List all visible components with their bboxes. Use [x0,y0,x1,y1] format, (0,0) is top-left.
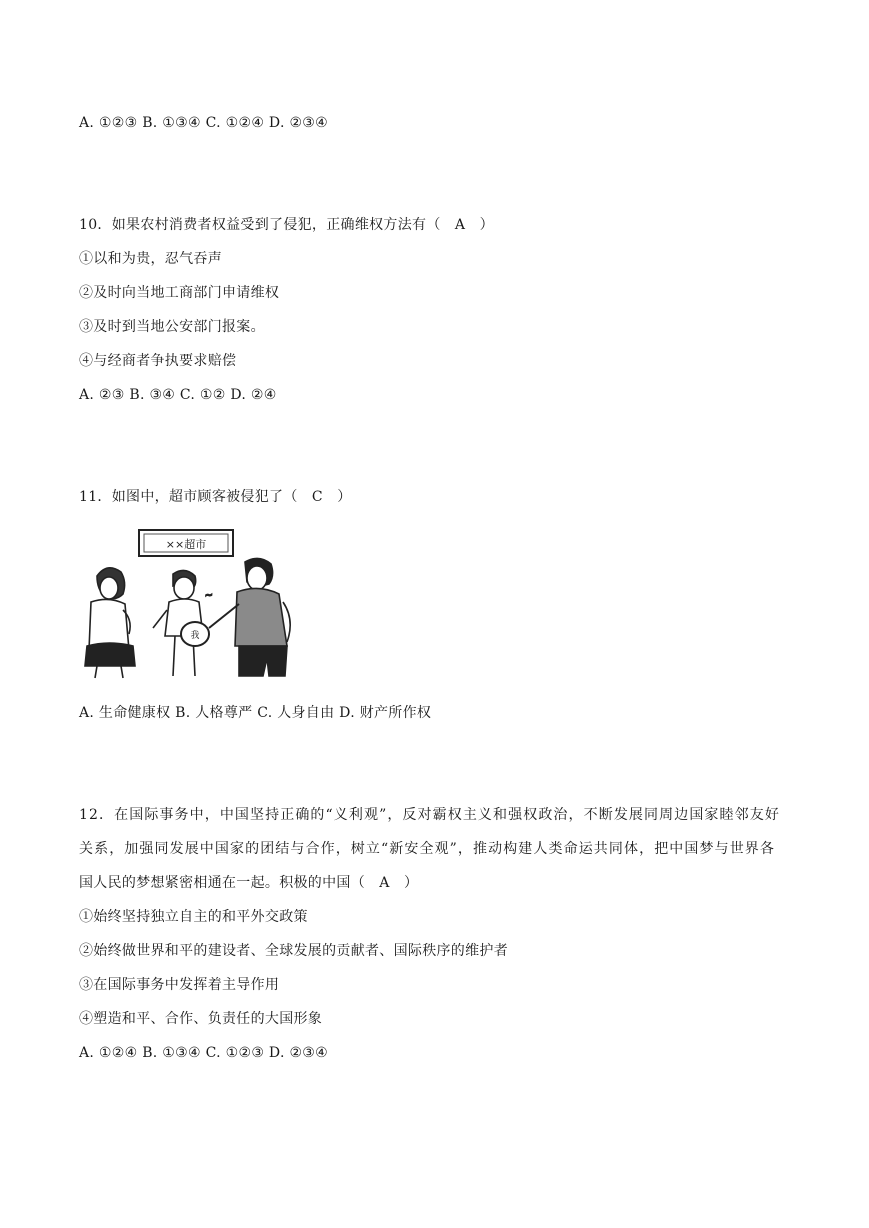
q10-item-4: ④与经商者争执要求赔偿 [79,353,237,369]
child-figure [153,570,213,676]
q11-illustration [77,528,299,680]
q12-item-4: ④塑造和平、合作、负责任的大国形象 [79,1011,323,1027]
q10-stem: 10．如果农村消费者权益受到了侵犯，正确维权方法有（ A ） [79,217,494,233]
bag-icon [181,622,209,646]
store-sign-text: ××超市 [165,538,207,551]
bag-text: 我 [190,631,200,641]
q10-item-2: ②及时向当地工商部门申请维权 [79,285,280,301]
q11-stem: 11．如图中，超市顾客被侵犯了（ C ） [79,489,352,505]
q12-item-1: ①始终坚持独立自主的和平外交政策 [79,909,308,925]
svg-text:~: ~ [205,591,213,601]
q12-item-3: ③在国际事务中发挥着主导作用 [79,977,280,993]
q12-options: A. ①②④ B. ①③④ C. ①②③ D. ②③④ [79,1045,328,1061]
q10-item-1: ①以和为贵，忍气吞声 [79,251,222,267]
q12-item-2: ②始终做世界和平的建设者、全球发展的贡献者、国际秩序的维护者 [79,943,508,959]
q12-stem-line-2: 关系，加强同发展中国家的团结与合作，树立“新安全观”，推动构建人类命运共同体，把中国梦与世界各 [79,841,776,857]
q11-options: A. 生命健康权 B. 人格尊严 C. 人身自由 D. 财产所作权 [79,705,432,721]
woman-figure [85,568,135,678]
q12-stem-line-1: 12．在国际事务中，中国坚持正确的“义利观”，反对霸权主义和强权政治，不断发展同周边国家睦邻友好 [79,807,780,823]
q10-options: A. ②③ B. ③④ C. ①② D. ②④ [79,387,277,403]
q9-options: A. ①②③ B. ①③④ C. ①②④ D. ②③④ [79,115,328,131]
q10-item-3: ③及时到当地公安部门报案。 [79,319,265,335]
q12-stem-line-3: 国人民的梦想紧密相通在一起。积极的中国（ A ） [79,875,419,891]
guard-figure [209,558,290,676]
